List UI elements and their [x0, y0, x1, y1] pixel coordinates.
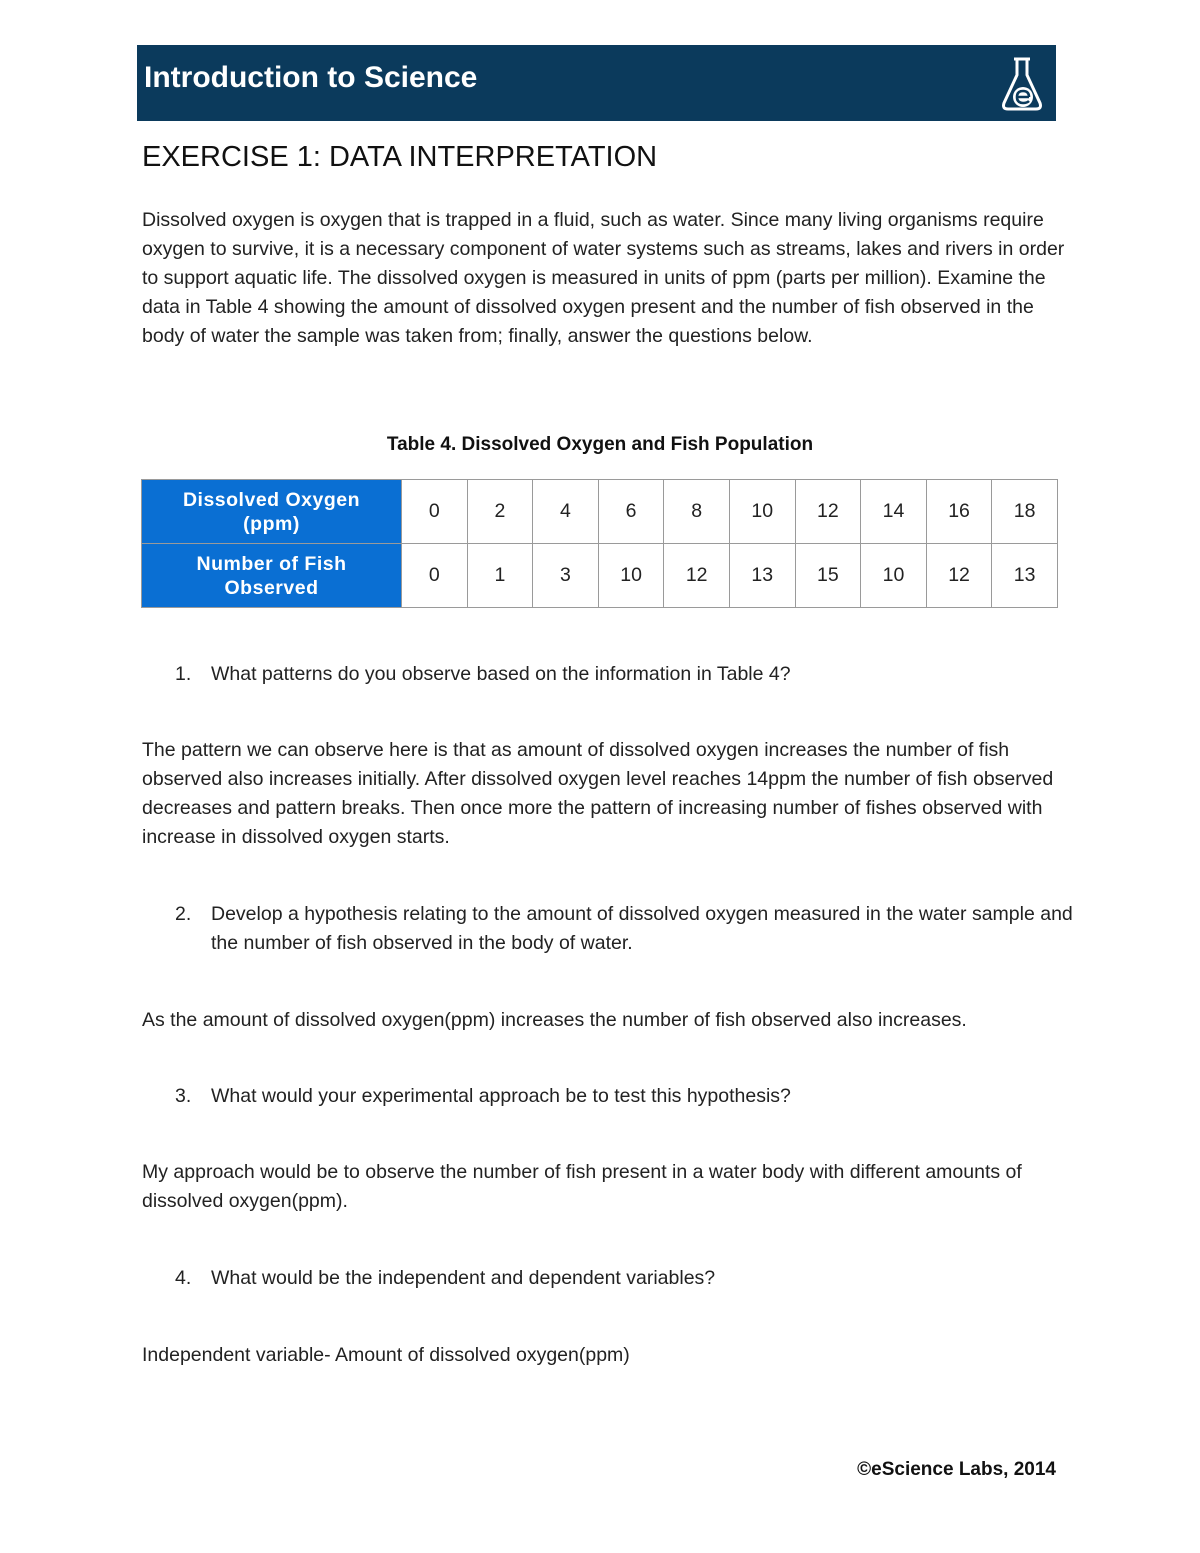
footer-copyright: ©eScience Labs, 2014 — [857, 1459, 1056, 1480]
intro-paragraph: Dissolved oxygen is oxygen that is trapped in a fluid, such as water. Since many living organisms require oxygen to survive, it is a necessary component of water systems such as streams, lakes and rivers in order to support aquatic life. The dissolved oxygen is measured in units of ppm (parts per million). Examine the data in Table 4 showing the amount of dissolved oxygen present and the number of fish observed in the body of water the sample was taken from; finally, answer the questions below. — [142, 209, 1065, 347]
table-cell: 12 — [795, 480, 861, 544]
flask-e-logo-icon — [996, 53, 1048, 115]
table-cell: 12 — [664, 544, 730, 608]
table-cell: 12 — [926, 544, 992, 608]
table-cell: 16 — [926, 480, 992, 544]
table-cell: 10 — [598, 544, 664, 608]
question-text: Develop a hypothesis relating to the amount of dissolved oxygen measured in the water sample and the number of fish observed in the body of water. — [211, 903, 1073, 954]
table-cell: 6 — [598, 480, 664, 544]
table-cell: 8 — [664, 480, 730, 544]
answer-3: My approach would be to observe the number of fish present in a water body with different amounts of dissolved oxygen(ppm). — [142, 1161, 1022, 1212]
question-4 — [175, 1264, 1075, 1293]
question-text: What patterns do you observe based on the information in Table 4? — [211, 663, 791, 685]
table-cell: 14 — [861, 480, 927, 544]
exercise-title: EXERCISE 1: DATA INTERPRETATION — [142, 141, 658, 173]
row-header-line: (ppm) — [243, 512, 300, 535]
table-cell: 2 — [467, 480, 533, 544]
question-number: 4. — [175, 1267, 192, 1289]
data-table — [141, 479, 1058, 608]
header-title: Introduction to Science — [144, 61, 478, 94]
table-cell: 0 — [402, 480, 468, 544]
table-cell: 13 — [729, 544, 795, 608]
table-cell: 4 — [533, 480, 599, 544]
table-row-fish-observed — [142, 544, 1058, 608]
question-2 — [175, 900, 1075, 958]
question-text: What would your experimental approach be to test this hypothesis? — [211, 1085, 791, 1107]
question-number: 1. — [175, 663, 192, 685]
question-number: 2. — [175, 903, 192, 925]
table-cell: 18 — [992, 480, 1058, 544]
header-bar — [137, 45, 1056, 121]
answer-1: The pattern we can observe here is that as amount of dissolved oxygen increases the number of fish observed also increases initially. After dissolved oxygen level reaches 14ppm the number of fish observed decreases and pattern breaks. Then once more the pattern of increasing number of fishes observed with increase in dissolved oxygen starts. — [142, 739, 1054, 848]
row-header-fish-observed — [142, 544, 402, 608]
table-cell: 15 — [795, 544, 861, 608]
question-3 — [175, 1082, 1075, 1111]
answer-2: As the amount of dissolved oxygen(ppm) increases the number of fish observed also increases. — [142, 1009, 967, 1031]
row-header-dissolved-oxygen — [142, 480, 402, 544]
table-cell: 10 — [861, 544, 927, 608]
table-caption: Table 4. Dissolved Oxygen and Fish Population — [386, 434, 814, 455]
table-cell: 10 — [729, 480, 795, 544]
row-header-line: Number of Fish — [196, 552, 347, 575]
question-1 — [175, 660, 1075, 689]
table-cell: 0 — [402, 544, 468, 608]
table-row-dissolved-oxygen — [142, 480, 1058, 544]
table-cell: 1 — [467, 544, 533, 608]
table-cell: 13 — [992, 544, 1058, 608]
row-header-line: Dissolved Oxygen — [182, 488, 361, 511]
row-header-line: Observed — [224, 576, 319, 599]
question-number: 3. — [175, 1085, 192, 1107]
question-text: What would be the independent and dependent variables? — [211, 1267, 716, 1289]
answer-4: Independent variable- Amount of dissolved oxygen(ppm) — [142, 1344, 630, 1366]
table-cell: 3 — [533, 544, 599, 608]
